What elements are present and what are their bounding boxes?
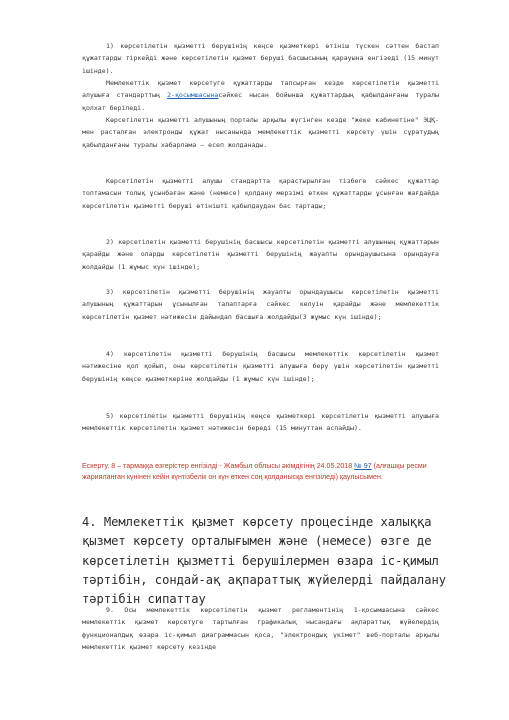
- section-4-heading: 4. Мемлекеттік қызмет көрсету процесінде халыққа қызмет көрсету орталығымен және (немесе) өзге де көрсетілетін қызметті берушілермен өзара іс-қимыл тәртібін, сондай-ақ ақпараттық жүйелерді пайдалану тәртібін сипаттау: [82, 515, 447, 607]
- paragraph-step-4: [82, 348, 439, 385]
- paragraph-refusal: [82, 175, 439, 212]
- appendix-2-link[interactable]: 2-қосымшасына: [167, 91, 219, 100]
- paragraph-step-1: [82, 40, 439, 77]
- paragraph-text: 2) көрсетілетін қызметті берушінің басшысы көрсетілетін қызметті алушының құжаттарын қарайды және оларды көрсетілетін қызметті берушінің жауапты орындаушысына орындауға жолдайды (1 жұмыс күн ішінде);: [82, 238, 439, 271]
- paragraph-text: 9. Осы мемлекеттік көрсетілетін қызмет регламентінің 1-қосымшасына сәйкес мемлекеттік қызмет көрсетуге тартылған графикалық нысандағы ақпараттық жүйелердің функционалдық өзара іс-қимыл диаграммасын қоса, "электрондық үкімет" веб-порталы арқылы мемлекеттік қызмет көрсету кезінде: [82, 606, 439, 652]
- note-text: Ескерту. 8 – тармаққа өзгерістер енгізілді - Жамбыл облысы әкімдігінің 24.05.2018: [82, 462, 355, 470]
- paragraph-text: 4) көрсетілетін қызметті берушінің басшысы мемлекеттік көрсетілетін қызмет нәтижесіне қол қойып, оны көрсетілетін қызметті алушыға беру үшін көрсетілетін қызметті берушінің кеңсе қызметкеріне жолдайды (1 жұмыс күн ішінде);: [82, 350, 439, 383]
- paragraph-receipt: [82, 77, 439, 114]
- resolution-97-link[interactable]: № 97: [354, 462, 372, 470]
- paragraph-text: Мемлекеттік қызмет көрсетуге құжаттарды тапсырған кезде көрсетілетін қызметті алушыға стандарттың: [82, 79, 439, 100]
- paragraph-9: [82, 604, 439, 654]
- paragraph-text: Көрсетілетін қызметті алушының порталы арқылы жүгінген кезде "жеке кабинетіне" ЭЦҚ-мен расталған электронды құжат нысанында мемлекеттік қызметті көрсету үшін сұратудың қабылданғаны туралы хабарлама – есеп жолданады.: [82, 116, 439, 149]
- note-text: (алғашқы ресми жарияланған күнінен кейін күнтізбелік он күн өткен соң қолданысқа енгізіледі) қаулысымен.: [82, 462, 427, 481]
- amendment-note: [82, 461, 442, 483]
- paragraph-step-3: [82, 286, 439, 323]
- paragraph-text: Көрсетілетін қызметті алушы стандартта қарастырылған тізбеге сәйкес құжаттар топтамасын толық ұсынбаған және (немесе) қолдану мерзімі өткен құжаттарды ұсынған жағдайда көрсетілетін қызметті беруші өтінішті қабылдаудан бас тартады;: [82, 177, 439, 210]
- paragraph-text: сәйкес нысан бойынша құжаттардың қабылданғаны туралы қолхат беріледі.: [82, 91, 439, 112]
- paragraph-text: 3) көрсетілетін қызметті берушінің жауапты орындаушысы көрсетілетін қызметті алушының құжаттарын ұсынылған талаптарға сәйкес келуін қарайды және мемлекеттік көрсетілетін қызмет нәтижесін дайындап басшыға жолдайды(3 жұмыс күн ішінде);: [82, 288, 439, 321]
- paragraph-text: 1) көрсетілетін қызметті берушінің кеңсе қызметкері өтініш түскен сәттен бастап құжаттарды тіркейді және көрсетілетін қызмет беруші басшысының қарауына енгізеді (15 минут ішінде).: [82, 42, 439, 75]
- paragraph-step-2: [82, 236, 439, 273]
- paragraph-step-5: [82, 410, 439, 435]
- paragraph-portal: [82, 114, 439, 151]
- paragraph-text: 5) көрсетілетін қызметті берушінің кеңсе қызметкері көрсетілетін қызметті алушыға мемлекеттік көрсетілетін қызмет нәтижесін береді (15 минуттан аспайды).: [82, 412, 439, 433]
